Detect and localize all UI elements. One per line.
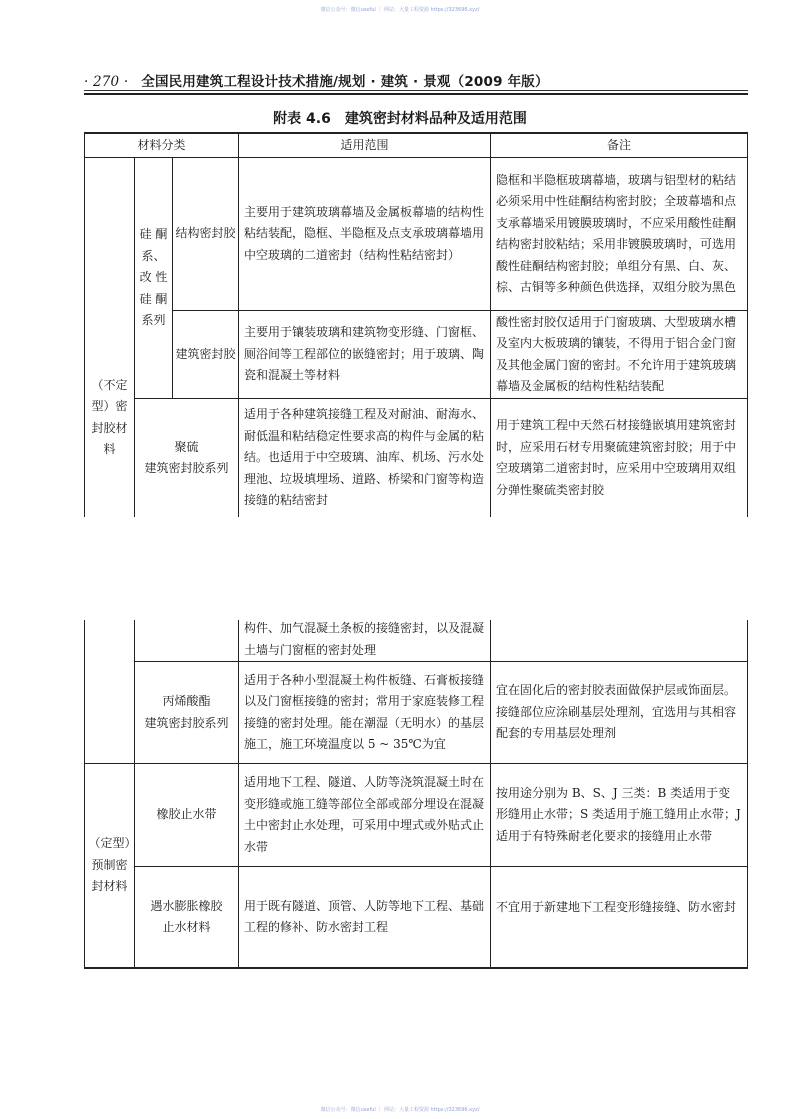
row-remark-acrylic bbox=[490, 661, 748, 764]
header-rule-thick bbox=[84, 93, 748, 95]
row-remark-structural bbox=[490, 157, 748, 311]
row-name-acrylic bbox=[134, 661, 239, 764]
cell-text: 构件、加气混凝土条板的接缝密封，以及混凝土墙与门窗框的密封处理 bbox=[244, 621, 485, 657]
row-remark-swelling bbox=[490, 866, 748, 969]
cell-text: 遇水膨胀橡胶 止水材料 bbox=[150, 898, 223, 934]
row-name-swelling bbox=[134, 866, 239, 969]
row-remark-building bbox=[490, 310, 748, 399]
page-gap bbox=[0, 517, 800, 620]
cell-text: 酸性密封胶仅适用于门窗玻璃、大型玻璃水槽及室内大板玻璃的镶装，不得用于铝合金门窗及其他金属门窗的密封。不允许用于建筑玻璃幕墙及金属板的结构性粘结装配 bbox=[496, 314, 737, 393]
column-header-category bbox=[84, 132, 239, 158]
row-remark-polysulfide bbox=[490, 398, 748, 517]
column-header-remark bbox=[490, 132, 748, 158]
header-text: 材料分类 bbox=[137, 137, 186, 152]
page-number: · 270 · bbox=[84, 74, 129, 90]
row-remark-continued bbox=[490, 620, 748, 662]
group-label: 硅 酮 系、改 性 硅 酮 系列 bbox=[139, 227, 168, 328]
row-name-polysulfide bbox=[134, 398, 239, 517]
row-scope-structural bbox=[238, 157, 491, 311]
row-name-building bbox=[172, 310, 239, 399]
table-title: 附表 4.6 建筑密封材料品种及适用范围 bbox=[273, 111, 527, 127]
group-label: （定型）预制密封材料 bbox=[88, 836, 131, 894]
cell-text: 结构密封胶 bbox=[175, 226, 236, 241]
cell-text: 适用于各种建筑接缝工程及对耐油、耐海水、耐低温和粘结稳定性要求高的构件与金属的粘结。也适用于中空玻璃、油库、机场、污水处理池、垃圾填埋场、道路、桥梁和门窗等构造接缝的粘结密封 bbox=[244, 407, 485, 508]
watermark-top: 微信公众号：微信useful ｜ 网站：大量工程资源 https://323696.xyz/ bbox=[320, 7, 480, 13]
cell-text: 聚硫 建筑密封胶系列 bbox=[144, 439, 229, 475]
row-scope-swelling bbox=[238, 866, 491, 969]
row-name-continued bbox=[134, 620, 239, 662]
cell-text: 用于建筑工程中天然石材接缝嵌填用建筑密封时，应采用石材专用聚硫建筑密封胶；用于中空玻璃第二道密封时，应采用中空玻璃用双组分弹性聚硫类密封胶 bbox=[496, 418, 737, 497]
cell-text: 丙烯酸酯 建筑密封胶系列 bbox=[144, 694, 229, 730]
row-scope-building bbox=[238, 310, 491, 399]
group-silicone bbox=[134, 157, 173, 399]
group-unshaped-continued bbox=[84, 620, 135, 764]
row-name-waterstop bbox=[134, 763, 239, 867]
cell-text: 用于既有隧道、顶管、人防等地下工程、基础工程的修补、防水密封工程 bbox=[244, 898, 485, 934]
header-rule bbox=[84, 90, 748, 91]
row-scope-waterstop bbox=[238, 763, 491, 867]
row-scope-acrylic bbox=[238, 661, 491, 764]
cell-text: 适用于各种小型混凝土构件板缝、石膏板接缝以及门窗框接缝的密封；常用于家庭装修工程接缝的密封处理。能在潮湿（无明水）的基层施工，施工环境温度以 5 ~ 35℃为宜 bbox=[244, 672, 485, 751]
cell-text: 主要用于镶装玻璃和建筑物变形缝、门窗框、厕浴间等工程部位的嵌缝密封；用于玻璃、陶瓷和混凝土等材料 bbox=[244, 325, 485, 383]
header-text: 备注 bbox=[606, 137, 631, 152]
row-remark-waterstop bbox=[490, 763, 748, 867]
header-text: 适用范围 bbox=[340, 137, 389, 152]
row-name-structural bbox=[172, 157, 239, 311]
cell-text: 橡胶止水带 bbox=[156, 807, 217, 822]
group-unshaped bbox=[84, 157, 135, 517]
row-scope-continued bbox=[238, 620, 491, 662]
cell-text: 不宜用于新建地下工程变形缝接缝、防水密封 bbox=[496, 900, 737, 914]
cell-text: 宜在固化后的密封胶表面做保护层或饰面层。接缝部位应涂刷基层处理剂，宜选用与其相容配套的专用基层处理剂 bbox=[496, 683, 737, 741]
group-shaped bbox=[84, 763, 135, 969]
column-header-scope bbox=[238, 132, 491, 158]
watermark-bottom: 微信公众号：微信useful ｜ 网站：大量工程资源 https://323696.xyz/ bbox=[320, 1107, 480, 1113]
cell-text: 主要用于建筑玻璃幕墙及金属板幕墙的结构性粘结装配，隐框、半隐框及点支承玻璃幕墙用中空玻璃的二道密封（结构性粘结密封） bbox=[244, 204, 485, 262]
book-title: 全国民用建筑工程设计技术措施/规划 · 建筑 · 景观（2009 年版） bbox=[141, 74, 549, 90]
running-header bbox=[84, 70, 549, 90]
cell-text: 隐框和半隐框玻璃幕墙，玻璃与铝型材的粘结必须采用中性硅酮结构密封胶；全玻幕墙和点支承幕墙采用镀膜玻璃时，不应采用酸性硅酮结构密封胶粘结；采用非镀膜玻璃时，可选用酸性硅酮结构密封胶；单组分有黑、白、灰、棕、古铜等多种颜色供选择，双组分胶为黑色 bbox=[496, 172, 737, 294]
cell-text: 建筑密封胶 bbox=[175, 346, 236, 361]
cell-text: 适用地下工程、隧道、人防等浇筑混凝土时在变形缝或施工缝等部位全部或部分埋设在混凝土中密封止水处理，可采用中埋式或外贴式止水带 bbox=[244, 775, 485, 854]
cell-text: 按用途分别为 B、S、J 三类：B 类适用于变形缝用止水带；S 类适用于施工缝用止水带；J 适用于有特殊耐老化要求的接缝用止水带 bbox=[496, 785, 741, 843]
row-scope-polysulfide bbox=[238, 398, 491, 517]
group-label: （不定型）密封胶材料 bbox=[91, 377, 128, 456]
